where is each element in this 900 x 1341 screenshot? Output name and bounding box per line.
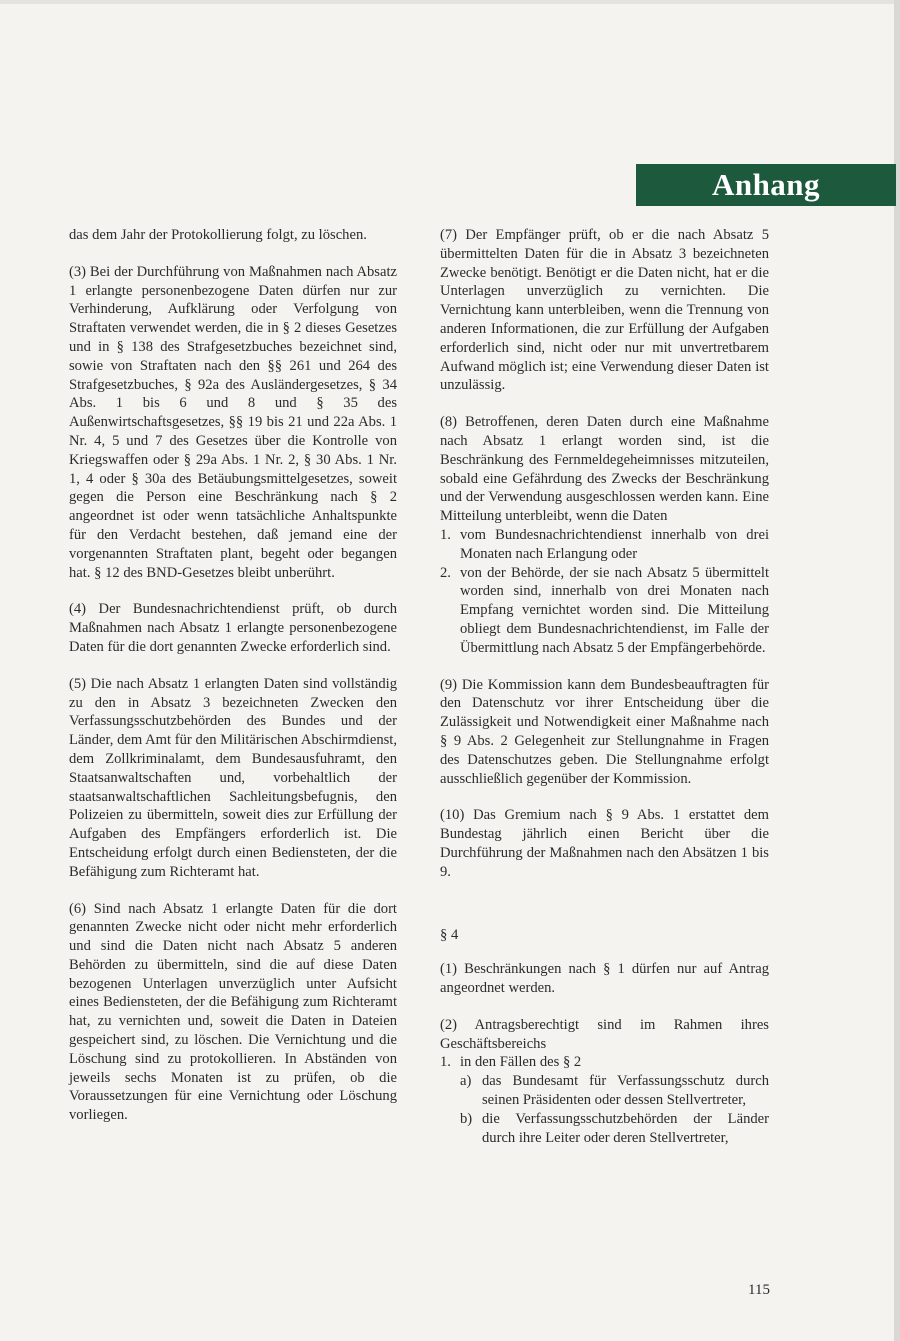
- list-item-text: in den Fällen des § 2: [460, 1054, 582, 1071]
- paragraph-5: (5) Die nach Absatz 1 erlangten Daten sind vollständig zu den in Absatz 3 bezeichneten Zwecken den Verfassungsschutzbehörden des Bundes und der Länder, dem Amt für den Militärischen Abschirmdienst, dem Zollkriminalamt, dem Bundesausfuhramt, den Staatsanwaltschaften und, vorbehaltlich der staatsanwaltschaftlichen Sachleitungsbefugnis, den Polizeien zu übermitteln, soweit dies zur Erfüllung der Aufgaben des Empfängers erforderlich ist. Die Entscheidung erfolgt durch einen Bediensteten, der die Befähigung zum Richteramt hat.: [69, 675, 397, 880]
- section-heading: § 4: [440, 926, 459, 943]
- paragraph-4: (4) Der Bundesnachrichtendienst prüft, ob durch Maßnahmen nach Absatz 1 erlangte personenbezogene Daten für die dort genannten Zwecke erforderlich sind.: [69, 601, 397, 655]
- list-item: [440, 526, 769, 564]
- list-item-number: 2.: [440, 564, 451, 581]
- paragraph-8: (8) Betroffenen, deren Daten durch eine Maßnahme nach Absatz 1 erlangt worden sind, ist die Beschränkung des Fernmeldegeheimnisses mitzuteilen, sobald eine Gefährdung des Zwecks der Beschränkung und der Verwendung ausgeschlossen werden kann. Eine Mitteilung unterbleibt, wenn die Daten: [440, 414, 769, 525]
- list-item-text: von der Behörde, der sie nach Absatz 5 übermittelt worden sind, innerhalb von drei Monaten nach Empfang vernichtet worden sind. Die Mitteilung obliegt dem Bundesnachrichtendienst, im Falle der Übermittlung nach Absatz 5 der Empfängerbehörde.: [460, 564, 769, 656]
- sub-list: [460, 1072, 769, 1147]
- list-item: [440, 1053, 769, 1072]
- sub-list-item-letter: b): [460, 1110, 473, 1127]
- sub-list-item-text: das Bundesamt für Verfassungsschutz durch seinen Präsidenten oder dessen Stellvertreter,: [482, 1073, 769, 1109]
- paragraph-7: (7) Der Empfänger prüft, ob er die nach Absatz 5 übermittelten Daten für die in Absatz 3 bezeichneten Zwecke benötigt. Benötigt er die Daten nicht, hat er die Unterlagen unverzüglich zu vernichten. Die Vernichtung kann unterbleiben, wenn die Trennung von anderen Informationen, die zur Erfüllung der Aufgaben erforderlich sind, nicht oder nur mit unvertretbarem Aufwand möglich ist; eine Verwendung dieser Daten ist unzulässig.: [440, 227, 769, 394]
- list-item-number: 1.: [440, 1054, 451, 1071]
- sub-list-item: [460, 1110, 769, 1148]
- section-4-paragraph-1: (1) Beschränkungen nach § 1 dürfen nur auf Antrag angeordnet werden.: [440, 961, 769, 997]
- banner-title: Anhang: [711, 167, 821, 202]
- sub-list-item-letter: a): [460, 1073, 472, 1090]
- list-item: [440, 564, 769, 658]
- list-item-sublist: [440, 1072, 769, 1147]
- page-number: 115: [748, 1282, 770, 1298]
- list-item-number: 1.: [440, 526, 451, 543]
- paragraph-6: (6) Sind nach Absatz 1 erlangte Daten für die dort genannten Zwecke nicht oder nicht mehr erforderlich und sind die Daten nicht nach Absatz 5 anderen Behörden zu übermitteln, sind die auf diese Daten bezogenen Unterlagen unverzüglich unter Aufsicht eines Bediensteten, der die Befähigung zum Richteramt hat, zu vernichten und, soweit die Daten in Dateien gespeichert sind, zu löschen. Die Vernichtung und die Löschung sind zu protokollieren. In Abständen von jeweils sechs Monaten ist zu prüfen, ob die Voraussetzungen für eine Vernichtung oder Löschung vorliegen.: [69, 900, 397, 1124]
- list-item-text: vom Bundesnachrichtendienst innerhalb von drei Monaten nach Erlangung oder: [460, 526, 769, 562]
- section-4-list: [440, 1053, 769, 1147]
- right-column: [440, 226, 769, 1165]
- left-column: [69, 226, 397, 1143]
- paragraph-9: (9) Die Kommission kann dem Bundesbeauftragten für den Datenschutz vor ihrer Entscheidung über die Zulässigkeit und Notwendigkeit einer Maßnahme nach § 9 Abs. 2 Gelegenheit zur Stellungnahme in Fragen des Datenschutzes geben. Die Stellungnahme erfolgt ausschließlich gegenüber der Kommission.: [440, 676, 769, 787]
- section-banner: [636, 164, 896, 206]
- paragraph-10: (10) Das Gremium nach § 9 Abs. 1 erstattet dem Bundestag jährlich einen Bericht über die Durchführung der Maßnahmen nach den Absätzen 1 bis 9.: [440, 807, 769, 880]
- paragraph-3: (3) Bei der Durchführung von Maßnahmen nach Absatz 1 erlangte personenbezogene Daten dürfen nur zur Verhinderung, Aufklärung oder Verfolgung von Straftaten verwendet werden, die in § 2 dieses Gesetzes und in § 138 des Strafgesetzbuches bezeichnet sind, sowie von Straftaten nach den §§ 261 und 264 des Strafgesetzbuches, § 92a des Ausländergesetzes, § 34 Abs. 1 bis 6 und 8 und § 35 des Außenwirtschaftsgesetzes, §§ 19 bis 21 und 22a Abs. 1 Nr. 4, 5 und 7 des Gesetzes über die Kontrolle von Kriegswaffen oder § 29a Abs. 1 Nr. 2, § 30 Abs. 1 Nr. 1, 4 oder § 30a des Betäubungsmittelgesetzes, soweit gegen die Person eine Beschränkung nach § 2 angeordnet ist oder wenn tatsächliche Anhaltspunkte für den Verdacht bestehen, daß jemand eine der vorgenannten Straftaten plant, begeht oder begangen hat. § 12 des BND-Gesetzes bleibt unberührt.: [69, 263, 397, 581]
- paragraph-8-list: [440, 526, 769, 658]
- sub-list-item-text: die Verfassungsschutzbehörden der Länder durch ihre Leiter oder deren Stellvertreter,: [482, 1110, 769, 1146]
- section-4-paragraph-2: (2) Antragsberechtigt sind im Rahmen ihres Geschäftsbereichs: [440, 1016, 769, 1052]
- page-edge: [0, 0, 900, 4]
- sub-list-item: [460, 1072, 769, 1110]
- paragraph-continuation: das dem Jahr der Protokollierung folgt, zu löschen.: [69, 227, 367, 243]
